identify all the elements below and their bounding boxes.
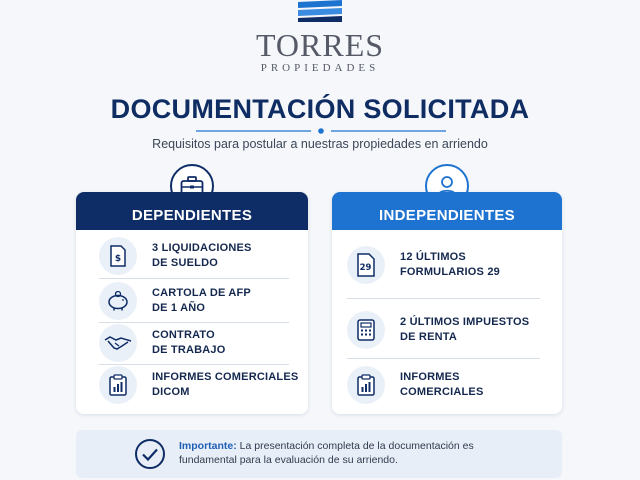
item-line2: DE TRABAJO: [152, 344, 226, 356]
note-label: Importante:: [179, 440, 237, 452]
list-item: [347, 311, 550, 349]
divider: [99, 322, 289, 323]
item-line1: INFORMES: [400, 371, 460, 383]
item-line2: DE 1 AÑO: [152, 302, 206, 314]
item-line1: 3 LIQUIDACIONES: [152, 242, 252, 254]
divider: [347, 358, 540, 359]
item-line1: INFORMES COMERCIALES: [152, 371, 299, 383]
list-item: [347, 246, 550, 284]
brand-subtitle: PROPIEDADES: [260, 62, 380, 74]
brand-name: TORRES: [255, 27, 385, 63]
item-line1: 2 ÚLTIMOS IMPUESTOS: [400, 316, 530, 328]
note-text: [179, 439, 509, 467]
item-line2: COMERCIALES: [400, 386, 484, 398]
svg-text:$: $: [114, 254, 122, 264]
list-item: [99, 237, 302, 275]
item-line2: DICOM: [152, 386, 190, 398]
independientes-heading: INDEPENDIENTES: [332, 192, 562, 230]
item-line2: DE SUELDO: [152, 257, 218, 269]
handshake-icon: [99, 324, 137, 362]
dependientes-heading: DEPENDIENTES: [76, 192, 308, 230]
report-clipboard-icon: [99, 366, 137, 404]
important-note: [76, 430, 562, 478]
calculator-icon: [347, 311, 385, 349]
piggy-bank-icon: [99, 282, 137, 320]
divider: [99, 278, 289, 279]
item-line1: CONTRATO: [152, 329, 215, 341]
check-circle-icon: [134, 438, 166, 470]
page-subtitle: Requisitos para postular a nuestras propiedades en arriendo: [152, 137, 488, 151]
form-number: 29: [359, 263, 372, 273]
list-item: [99, 324, 302, 362]
page-title: DOCUMENTACIÓN SOLICITADA: [110, 94, 530, 124]
payslip-icon: [99, 237, 137, 275]
list-item: [99, 282, 302, 320]
item-line2: DE RENTA: [400, 331, 458, 343]
form-29-icon: [347, 246, 385, 284]
title-divider: [196, 128, 446, 134]
note-body: La presentación completa de la documentación es fundamental para la evaluación de su arriendo.: [179, 440, 474, 466]
report-clipboard-icon: [347, 366, 385, 404]
item-line2: FORMULARIOS 29: [400, 266, 500, 278]
item-line1: CARTOLA DE AFP: [152, 287, 251, 299]
logo-building-icon: [296, 0, 344, 22]
item-line1: 12 ÚLTIMOS: [400, 251, 466, 263]
list-item: [347, 366, 550, 404]
divider: [347, 298, 540, 299]
divider: [99, 364, 289, 365]
list-item: [99, 366, 302, 404]
